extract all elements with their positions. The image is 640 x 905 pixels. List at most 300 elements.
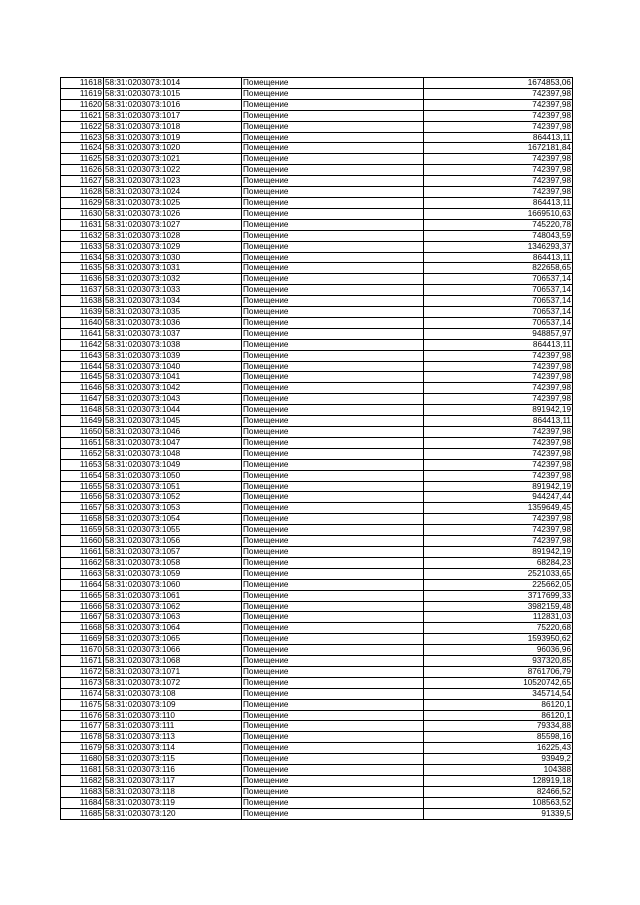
table-row [61,557,573,568]
object-type-cell: Помещение [242,634,424,645]
row-number-cell: 11667 [61,612,104,623]
row-number-cell: 11635 [61,263,104,274]
cadastral-number-cell: 58:31:0203073:1024 [104,187,242,198]
object-type-cell: Помещение [242,274,424,285]
object-type-cell: Помещение [242,317,424,328]
table-row [61,776,573,787]
row-number-cell: 11642 [61,339,104,350]
object-type-cell: Помещение [242,590,424,601]
table-row [61,88,573,99]
cadastral-value-cell: 748043,59 [424,230,573,241]
table-row [61,143,573,154]
table-row [61,634,573,645]
cadastral-number-cell: 58:31:0203073:1068 [104,656,242,667]
cadastral-value-cell: 742397,98 [424,427,573,438]
object-type-cell: Помещение [242,688,424,699]
table-row [61,132,573,143]
cadastral-value-cell: 706537,14 [424,296,573,307]
row-number-cell: 11683 [61,786,104,797]
cadastral-value-cell: 742397,98 [424,372,573,383]
cadastral-number-cell: 58:31:0203073:1041 [104,372,242,383]
object-type-cell: Помещение [242,612,424,623]
object-type-cell: Помещение [242,405,424,416]
cadastral-value-cell: 864413,11 [424,252,573,263]
cadastral-number-cell: 58:31:0203073:111 [104,721,242,732]
object-type-cell: Помещение [242,721,424,732]
object-type-cell: Помещение [242,503,424,514]
cadastral-number-cell: 58:31:0203073:1064 [104,623,242,634]
cadastral-number-cell: 58:31:0203073:1062 [104,601,242,612]
cadastral-number-cell: 58:31:0203073:1027 [104,219,242,230]
cadastral-value-cell: 1674853,06 [424,78,573,89]
cadastral-number-cell: 58:31:0203073:1023 [104,176,242,187]
row-number-cell: 11621 [61,110,104,121]
cadastral-number-cell: 58:31:0203073:1056 [104,536,242,547]
object-type-cell: Помещение [242,88,424,99]
object-type-cell: Помещение [242,492,424,503]
row-number-cell: 11650 [61,427,104,438]
row-number-cell: 11671 [61,656,104,667]
table-row [61,285,573,296]
cadastral-value-cell: 1669510,63 [424,208,573,219]
cadastral-value-cell: 742397,98 [424,154,573,165]
cadastral-number-cell: 58:31:0203073:1057 [104,546,242,557]
table-row [61,688,573,699]
table-row [61,699,573,710]
cadastral-number-cell: 58:31:0203073:1031 [104,263,242,274]
object-type-cell: Помещение [242,339,424,350]
row-number-cell: 11669 [61,634,104,645]
cadastral-value-cell: 86120,1 [424,699,573,710]
cadastral-number-cell: 58:31:0203073:120 [104,808,242,819]
cadastral-number-cell: 58:31:0203073:1039 [104,350,242,361]
cadastral-value-cell: 345714,54 [424,688,573,699]
object-type-cell: Помещение [242,776,424,787]
table-row [61,339,573,350]
object-type-cell: Помещение [242,536,424,547]
table-row [61,786,573,797]
table-row [61,601,573,612]
cadastral-value-cell: 948857,97 [424,328,573,339]
table-row [61,187,573,198]
cadastral-value-cell: 742397,98 [424,88,573,99]
cadastral-value-cell: 742397,98 [424,361,573,372]
object-type-cell: Помещение [242,383,424,394]
cadastral-value-cell: 742397,98 [424,448,573,459]
cadastral-value-cell: 225662,05 [424,579,573,590]
table-row [61,666,573,677]
row-number-cell: 11663 [61,568,104,579]
row-number-cell: 11676 [61,710,104,721]
cadastral-value-cell: 944247,44 [424,492,573,503]
table-row [61,154,573,165]
cadastral-value-cell: 706537,14 [424,274,573,285]
object-type-cell: Помещение [242,459,424,470]
cadastral-value-cell: 742397,98 [424,383,573,394]
row-number-cell: 11664 [61,579,104,590]
table-row [61,208,573,219]
table-row [61,448,573,459]
object-type-cell: Помещение [242,416,424,427]
row-number-cell: 11634 [61,252,104,263]
cadastral-number-cell: 58:31:0203073:1047 [104,437,242,448]
cadastral-number-cell: 58:31:0203073:1046 [104,427,242,438]
table-row [61,743,573,754]
object-type-cell: Помещение [242,765,424,776]
object-type-cell: Помещение [242,154,424,165]
cadastral-value-cell: 864413,11 [424,416,573,427]
cadastral-number-cell: 58:31:0203073:1054 [104,514,242,525]
object-type-cell: Помещение [242,165,424,176]
document-page [60,77,573,820]
table-row [61,536,573,547]
object-type-cell: Помещение [242,797,424,808]
row-number-cell: 11646 [61,383,104,394]
table-row [61,525,573,536]
table-row [61,612,573,623]
row-number-cell: 11678 [61,732,104,743]
cadastral-number-cell: 58:31:0203073:1025 [104,197,242,208]
cadastral-value-cell: 745220,78 [424,219,573,230]
cadastral-number-cell: 58:31:0203073:1061 [104,590,242,601]
cadastral-value-cell: 891942,19 [424,481,573,492]
cadastral-value-cell: 96036,96 [424,645,573,656]
cadastral-number-cell: 58:31:0203073:1032 [104,274,242,285]
object-type-cell: Помещение [242,307,424,318]
cadastral-number-cell: 58:31:0203073:1030 [104,252,242,263]
table-row [61,808,573,819]
table-row [61,677,573,688]
table-row [61,405,573,416]
row-number-cell: 11643 [61,350,104,361]
row-number-cell: 11647 [61,394,104,405]
cadastral-value-cell: 68284,23 [424,557,573,568]
cadastral-number-cell: 58:31:0203073:1043 [104,394,242,405]
cadastral-value-cell: 742397,98 [424,187,573,198]
cadastral-number-cell: 58:31:0203073:1036 [104,317,242,328]
cadastral-number-cell: 58:31:0203073:1052 [104,492,242,503]
cadastral-number-cell: 58:31:0203073:1019 [104,132,242,143]
row-number-cell: 11633 [61,241,104,252]
row-number-cell: 11627 [61,176,104,187]
row-number-cell: 11618 [61,78,104,89]
cadastral-number-cell: 58:31:0203073:1028 [104,230,242,241]
object-type-cell: Помещение [242,677,424,688]
object-type-cell: Помещение [242,252,424,263]
table-row [61,328,573,339]
cadastral-number-cell: 58:31:0203073:1042 [104,383,242,394]
table-row [61,296,573,307]
object-type-cell: Помещение [242,699,424,710]
table-row [61,361,573,372]
cadastral-value-cell: 742397,98 [424,514,573,525]
cadastral-number-cell: 58:31:0203073:1014 [104,78,242,89]
table-row [61,721,573,732]
table-row [61,754,573,765]
row-number-cell: 11626 [61,165,104,176]
table-row [61,514,573,525]
cadastral-number-cell: 58:31:0203073:1049 [104,459,242,470]
object-type-cell: Помещение [242,656,424,667]
table-row [61,437,573,448]
table-row [61,197,573,208]
cadastral-number-cell: 58:31:0203073:1071 [104,666,242,677]
object-type-cell: Помещение [242,143,424,154]
cadastral-number-cell: 58:31:0203073:118 [104,786,242,797]
object-type-cell: Помещение [242,546,424,557]
object-type-cell: Помещение [242,241,424,252]
object-type-cell: Помещение [242,525,424,536]
object-type-cell: Помещение [242,427,424,438]
row-number-cell: 11639 [61,307,104,318]
table-row [61,590,573,601]
row-number-cell: 11684 [61,797,104,808]
cadastral-number-cell: 58:31:0203073:1029 [104,241,242,252]
cadastral-value-cell: 1359649,45 [424,503,573,514]
row-number-cell: 11641 [61,328,104,339]
object-type-cell: Помещение [242,666,424,677]
row-number-cell: 11644 [61,361,104,372]
row-number-cell: 11619 [61,88,104,99]
cadastral-value-cell: 742397,98 [424,394,573,405]
table-row [61,252,573,263]
table-row [61,78,573,89]
row-number-cell: 11680 [61,754,104,765]
object-type-cell: Помещение [242,808,424,819]
object-type-cell: Помещение [242,394,424,405]
cadastral-value-cell: 82466,52 [424,786,573,797]
object-type-cell: Помещение [242,601,424,612]
row-number-cell: 11649 [61,416,104,427]
cadastral-number-cell: 58:31:0203073:1035 [104,307,242,318]
object-type-cell: Помещение [242,328,424,339]
table-row [61,623,573,634]
cadastral-number-cell: 58:31:0203073:1040 [104,361,242,372]
cadastral-number-cell: 58:31:0203073:113 [104,732,242,743]
object-type-cell: Помещение [242,568,424,579]
cadastral-number-cell: 58:31:0203073:1038 [104,339,242,350]
row-number-cell: 11623 [61,132,104,143]
cadastral-value-cell: 822658,65 [424,263,573,274]
cadastral-value-cell: 706537,14 [424,307,573,318]
cadastral-number-cell: 58:31:0203073:1017 [104,110,242,121]
row-number-cell: 11622 [61,121,104,132]
table-row [61,165,573,176]
table-row [61,317,573,328]
row-number-cell: 11629 [61,197,104,208]
table-row [61,546,573,557]
cadastral-value-cell: 2521033,65 [424,568,573,579]
cadastral-value-cell: 742397,98 [424,536,573,547]
cadastral-value-cell: 864413,11 [424,132,573,143]
cadastral-number-cell: 58:31:0203073:116 [104,765,242,776]
row-number-cell: 11655 [61,481,104,492]
object-type-cell: Помещение [242,197,424,208]
cadastral-value-cell: 86120,1 [424,710,573,721]
cadastral-number-cell: 58:31:0203073:1066 [104,645,242,656]
table-row [61,656,573,667]
table-row [61,394,573,405]
object-type-cell: Помещение [242,121,424,132]
row-number-cell: 11652 [61,448,104,459]
cadastral-number-cell: 58:31:0203073:1055 [104,525,242,536]
cadastral-value-cell: 864413,11 [424,197,573,208]
cadastral-value-cell: 91339,5 [424,808,573,819]
cadastral-number-cell: 58:31:0203073:1034 [104,296,242,307]
object-type-cell: Помещение [242,296,424,307]
object-type-cell: Помещение [242,645,424,656]
cadastral-value-cell: 742397,98 [424,459,573,470]
cadastral-value-cell: 742397,98 [424,110,573,121]
row-number-cell: 11620 [61,99,104,110]
object-type-cell: Помещение [242,786,424,797]
cadastral-value-cell: 104388 [424,765,573,776]
object-type-cell: Помещение [242,361,424,372]
row-number-cell: 11648 [61,405,104,416]
row-number-cell: 11631 [61,219,104,230]
table-row [61,110,573,121]
row-number-cell: 11630 [61,208,104,219]
cadastral-number-cell: 58:31:0203073:117 [104,776,242,787]
row-number-cell: 11657 [61,503,104,514]
object-type-cell: Помещение [242,176,424,187]
cadastral-number-cell: 58:31:0203073:119 [104,797,242,808]
row-number-cell: 11658 [61,514,104,525]
cadastral-value-cell: 891942,19 [424,546,573,557]
cadastral-value-cell: 742397,98 [424,176,573,187]
cadastral-number-cell: 58:31:0203073:1020 [104,143,242,154]
row-number-cell: 11656 [61,492,104,503]
cadastral-value-cell: 16225,43 [424,743,573,754]
row-number-cell: 11645 [61,372,104,383]
table-row [61,503,573,514]
object-type-cell: Помещение [242,187,424,198]
cadastral-value-cell: 742397,98 [424,470,573,481]
cadastral-value-cell: 108563,52 [424,797,573,808]
object-type-cell: Помещение [242,743,424,754]
cadastral-number-cell: 58:31:0203073:1037 [104,328,242,339]
object-type-cell: Помещение [242,208,424,219]
row-number-cell: 11673 [61,677,104,688]
table-row [61,470,573,481]
cadastral-value-cell: 706537,14 [424,317,573,328]
row-number-cell: 11670 [61,645,104,656]
table-row [61,99,573,110]
cadastral-number-cell: 58:31:0203073:1060 [104,579,242,590]
table-row [61,176,573,187]
object-type-cell: Помещение [242,710,424,721]
cadastral-value-cell: 742397,98 [424,99,573,110]
row-number-cell: 11659 [61,525,104,536]
object-type-cell: Помещение [242,132,424,143]
object-type-cell: Помещение [242,78,424,89]
row-number-cell: 11632 [61,230,104,241]
cadastral-number-cell: 58:31:0203073:1044 [104,405,242,416]
row-number-cell: 11636 [61,274,104,285]
cadastral-value-cell: 75220,68 [424,623,573,634]
cadastral-value-cell: 742397,98 [424,165,573,176]
cadastral-value-cell: 1672181,84 [424,143,573,154]
cadastral-number-cell: 58:31:0203073:1053 [104,503,242,514]
table-row [61,797,573,808]
table-row [61,274,573,285]
object-type-cell: Помещение [242,754,424,765]
cadastral-value-cell: 706537,14 [424,285,573,296]
cadastral-value-cell: 742397,98 [424,121,573,132]
object-type-cell: Помещение [242,263,424,274]
row-number-cell: 11681 [61,765,104,776]
cadastral-number-cell: 58:31:0203073:1022 [104,165,242,176]
row-number-cell: 11651 [61,437,104,448]
row-number-cell: 11682 [61,776,104,787]
row-number-cell: 11640 [61,317,104,328]
cadastral-value-cell: 742397,98 [424,437,573,448]
object-type-cell: Помещение [242,732,424,743]
row-number-cell: 11654 [61,470,104,481]
cadastral-value-cell: 112831,03 [424,612,573,623]
row-number-cell: 11668 [61,623,104,634]
table-row [61,427,573,438]
cadastral-number-cell: 58:31:0203073:1051 [104,481,242,492]
cadastral-value-cell: 937320,85 [424,656,573,667]
object-type-cell: Помещение [242,557,424,568]
cadastral-number-cell: 58:31:0203073:1059 [104,568,242,579]
cadastral-number-cell: 58:31:0203073:1033 [104,285,242,296]
cadastral-value-cell: 742397,98 [424,525,573,536]
table-row [61,765,573,776]
cadastral-value-cell: 8761706,79 [424,666,573,677]
cadastral-number-cell: 58:31:0203073:1045 [104,416,242,427]
object-type-cell: Помещение [242,579,424,590]
table-row [61,121,573,132]
row-number-cell: 11661 [61,546,104,557]
row-number-cell: 11685 [61,808,104,819]
cadastral-number-cell: 58:31:0203073:109 [104,699,242,710]
cadastral-value-cell: 128919,18 [424,776,573,787]
cadastral-number-cell: 58:31:0203073:1018 [104,121,242,132]
cadastral-number-cell: 58:31:0203073:115 [104,754,242,765]
cadastral-number-cell: 58:31:0203073:1072 [104,677,242,688]
object-type-cell: Помещение [242,99,424,110]
table-row [61,645,573,656]
table-row [61,568,573,579]
cadastral-value-cell: 742397,98 [424,350,573,361]
table-row [61,350,573,361]
table-row [61,492,573,503]
table-row [61,307,573,318]
object-type-cell: Помещение [242,470,424,481]
cadastral-value-cell: 3717699,33 [424,590,573,601]
cadastral-number-cell: 58:31:0203073:1048 [104,448,242,459]
table-row [61,263,573,274]
table-row [61,383,573,394]
object-type-cell: Помещение [242,350,424,361]
row-number-cell: 11638 [61,296,104,307]
object-type-cell: Помещение [242,110,424,121]
row-number-cell: 11665 [61,590,104,601]
cadastral-value-cell: 3982159,48 [424,601,573,612]
object-type-cell: Помещение [242,623,424,634]
table-row [61,230,573,241]
table-body [61,78,573,820]
row-number-cell: 11666 [61,601,104,612]
table-row [61,481,573,492]
cadastral-value-cell: 10520742,65 [424,677,573,688]
cadastral-number-cell: 58:31:0203073:1063 [104,612,242,623]
object-type-cell: Помещение [242,219,424,230]
table-row [61,372,573,383]
cadastral-number-cell: 58:31:0203073:1015 [104,88,242,99]
